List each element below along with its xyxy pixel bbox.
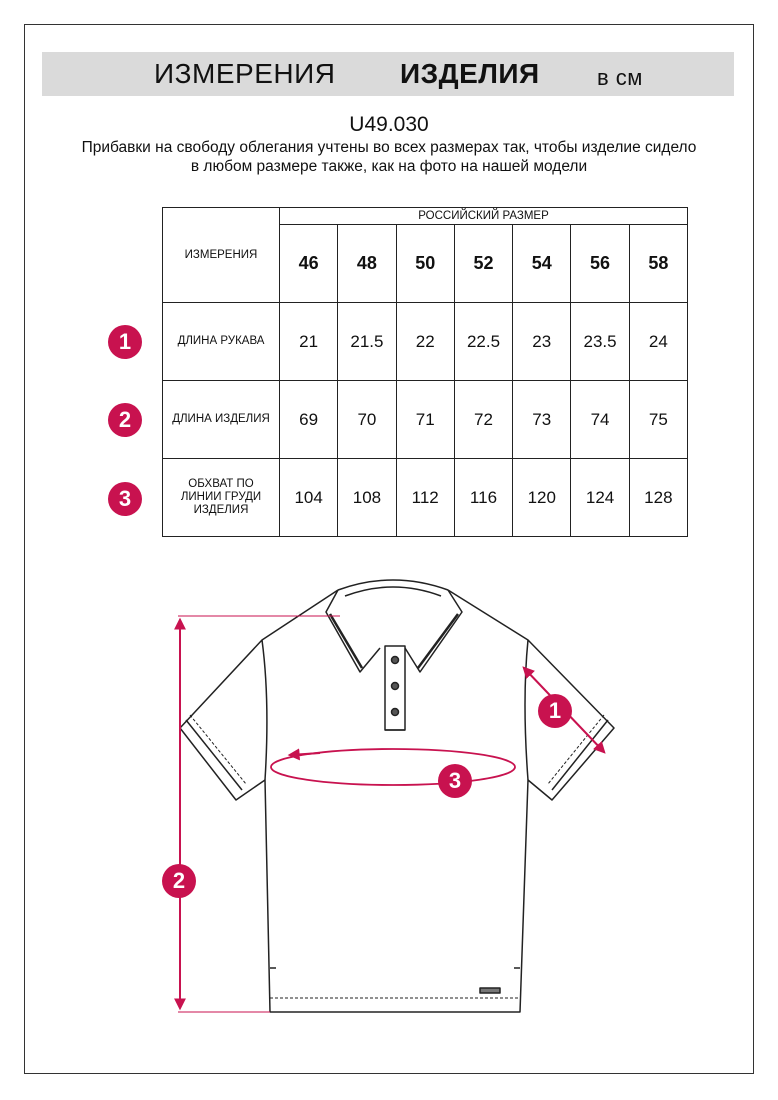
table-cell: 120	[513, 459, 571, 537]
table-cell: 124	[571, 459, 629, 537]
table-cell: 22.5	[454, 303, 512, 381]
size-header: 54	[513, 225, 571, 303]
size-header: 48	[338, 225, 396, 303]
table-cell: 73	[513, 381, 571, 459]
table-cell: 72	[454, 381, 512, 459]
table-cell: 24	[629, 303, 687, 381]
diagram-badge-2: 2	[162, 864, 196, 898]
table-cell: 116	[454, 459, 512, 537]
fit-note: Прибавки на свободу облегания учтены во всех размерах так, чтобы изделие сидело в любом размере также, как на фото на нашей модели	[81, 139, 697, 175]
table-cell: 23	[513, 303, 571, 381]
measurement-lines	[178, 616, 604, 1012]
size-group-header: РОССИЙСКИЙ РАЗМЕР	[280, 208, 688, 225]
table-cell: 104	[280, 459, 338, 537]
title-part2: ИЗДЕЛИЯ	[400, 58, 540, 89]
table-cell: 69	[280, 381, 338, 459]
size-header: 52	[454, 225, 512, 303]
table-cell: 108	[338, 459, 396, 537]
table-cell: 23.5	[571, 303, 629, 381]
row-label-chest: ОБХВАТ ПО ЛИНИИ ГРУДИ ИЗДЕЛИЯ	[163, 459, 280, 537]
table-cell: 70	[338, 381, 396, 459]
row-label-sleeve: ДЛИНА РУКАВА	[163, 303, 280, 381]
diagram-badge-1: 1	[538, 694, 572, 728]
row-badge-3: 3	[108, 482, 142, 516]
row-badge-1: 1	[108, 325, 142, 359]
size-header: 50	[396, 225, 454, 303]
measurements-header: ИЗМЕРЕНИЯ	[163, 208, 280, 303]
table-cell: 22	[396, 303, 454, 381]
product-code: U49.030	[349, 113, 429, 136]
size-header: 58	[629, 225, 687, 303]
diagram-badge-3: 3	[438, 764, 472, 798]
size-header: 46	[280, 225, 338, 303]
table-cell: 71	[396, 381, 454, 459]
title-part1: ИЗМЕРЕНИЯ	[154, 58, 336, 89]
table-cell: 21	[280, 303, 338, 381]
units-label: в см	[597, 65, 643, 90]
row-badge-2: 2	[108, 403, 142, 437]
table-cell: 75	[629, 381, 687, 459]
table-cell: 21.5	[338, 303, 396, 381]
table-cell: 128	[629, 459, 687, 537]
shirt-outline	[180, 580, 614, 1012]
table-cell: 74	[571, 381, 629, 459]
row-label-length: ДЛИНА ИЗДЕЛИЯ	[163, 381, 280, 459]
size-header: 56	[571, 225, 629, 303]
table-cell: 112	[396, 459, 454, 537]
